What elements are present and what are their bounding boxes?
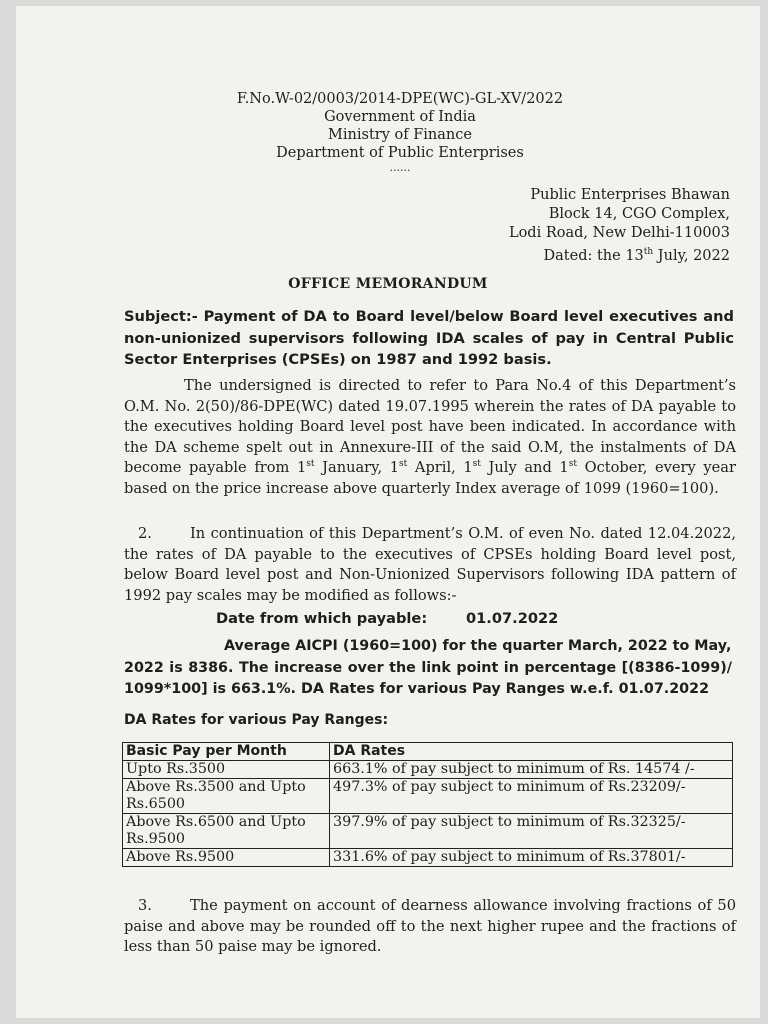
- pay-range-cell: Above Rs.9500: [123, 849, 330, 867]
- table-caption: DA Rates for various Pay Ranges:: [124, 712, 389, 728]
- file-number: F.No.W-02/0003/2014-DPE(WC)-GL-XV/2022: [236, 91, 564, 107]
- para3-number: 3.: [138, 897, 152, 914]
- date-suffix: July, 2022: [653, 247, 730, 264]
- paragraph-2: [124, 524, 736, 606]
- paragraph-1: [124, 376, 736, 499]
- pay-range-cell: Upto Rs.3500: [123, 761, 330, 779]
- para2-number: 2.: [138, 525, 152, 542]
- para3-text: The payment on account of dearness allowance involving fractions of 50 paise and above may be rounded off to the next higher rupee and the fractions of less than 50 paise may be ignored.: [124, 897, 736, 955]
- paragraph-3: [124, 896, 736, 958]
- para1-text-a: The undersigned is directed to refer to Para No.4 of this Department’s O.M. No. 2(50)/86-DPE(WC) dated 19.07.1995 wherein the rates of DA payable to the executives holding Board level post have been indicated. In accordance with the DA scheme spelt out in Annexure-III of the said O.M, the instalments of DA become payable from 1: [124, 377, 736, 476]
- da-rate-cell: 663.1% of pay subject to minimum of Rs. 14574 /-: [330, 761, 733, 779]
- da-rate-cell: 331.6% of pay subject to minimum of Rs.37801/-: [330, 849, 733, 867]
- para1-sup-2: st: [399, 459, 408, 470]
- address-line-2: Block 14, CGO Complex,: [548, 206, 730, 222]
- date-sup: th: [643, 247, 654, 257]
- memo-title: OFFICE MEMORANDUM: [288, 276, 488, 292]
- payable-label: Date from which payable:: [216, 610, 428, 627]
- da-rates-table: [122, 742, 733, 867]
- pay-range-cell: Above Rs.6500 and Upto Rs.9500: [123, 814, 330, 849]
- header-basic-pay: Basic Pay per Month: [123, 743, 330, 761]
- da-rate-cell: 497.3% of pay subject to minimum of Rs.23209/-: [330, 779, 733, 814]
- government-name: Government of India: [324, 109, 476, 125]
- aicpi-line-first: Average AICPI (1960=100) for the quarter March, 2022 to May,: [224, 638, 732, 654]
- aicpi-line-rest: 2022 is 8386. The increase over the link point in percentage [(8386-1099)/ 1099*100] is 663.1%. DA Rates for various Pay Ranges w.e.f. 01.07.2022: [124, 659, 732, 697]
- da-rate-cell: 397.9% of pay subject to minimum of Rs.32325/-: [330, 814, 733, 849]
- aicpi-paragraph: [124, 636, 732, 701]
- address-line-3: Lodi Road, New Delhi-110003: [508, 225, 730, 241]
- table-row: [123, 849, 733, 867]
- office-address: [509, 186, 730, 266]
- separator-dots: ......: [389, 161, 411, 174]
- dated-line: [509, 243, 730, 266]
- table-row: [123, 814, 733, 849]
- document-page: [16, 6, 760, 1018]
- para1-text-d: July and 1: [480, 459, 569, 476]
- date-prefix: Dated: the 13: [543, 247, 644, 264]
- para1-text-e: October, every year based on the price increase above quarterly Index average of 1099 (1960=100).: [124, 459, 736, 497]
- letterhead: [16, 90, 760, 174]
- header-da-rates: DA Rates: [330, 743, 733, 761]
- para1-text-b: January, 1: [314, 459, 400, 476]
- pay-range-cell: Above Rs.3500 and Upto Rs.6500: [123, 779, 330, 814]
- payable-value: 01.07.2022: [466, 610, 559, 627]
- para2-text: In continuation of this Department’s O.M. of even No. dated 12.04.2022, the rates of DA payable to the executives of CPSEs holding Board level post, below Board level post and Non-Unionized Supervisors following IDA pattern of 1992 pay scales may be modified as follows:-: [124, 525, 736, 604]
- department-name: Department of Public Enterprises: [276, 145, 524, 161]
- para1-sup-1: st: [306, 459, 315, 470]
- payable-date-line: [216, 610, 559, 627]
- table-row: [123, 779, 733, 814]
- subject-line: Subject:- Payment of DA to Board level/below Board level executives and non-unionized supervisors following IDA scales of pay in Central Public Sector Enterprises (CPSEs) on 1987 and 1992 basis.: [124, 308, 734, 368]
- table-row: [123, 761, 733, 779]
- para1-text-c: April, 1: [407, 459, 473, 476]
- address-line-1: Public Enterprises Bhawan: [530, 187, 730, 203]
- table-header-row: [123, 743, 733, 761]
- para1-sup-4: st: [568, 459, 577, 470]
- para1-sup-3: st: [472, 459, 481, 470]
- ministry-name: Ministry of Finance: [328, 127, 472, 143]
